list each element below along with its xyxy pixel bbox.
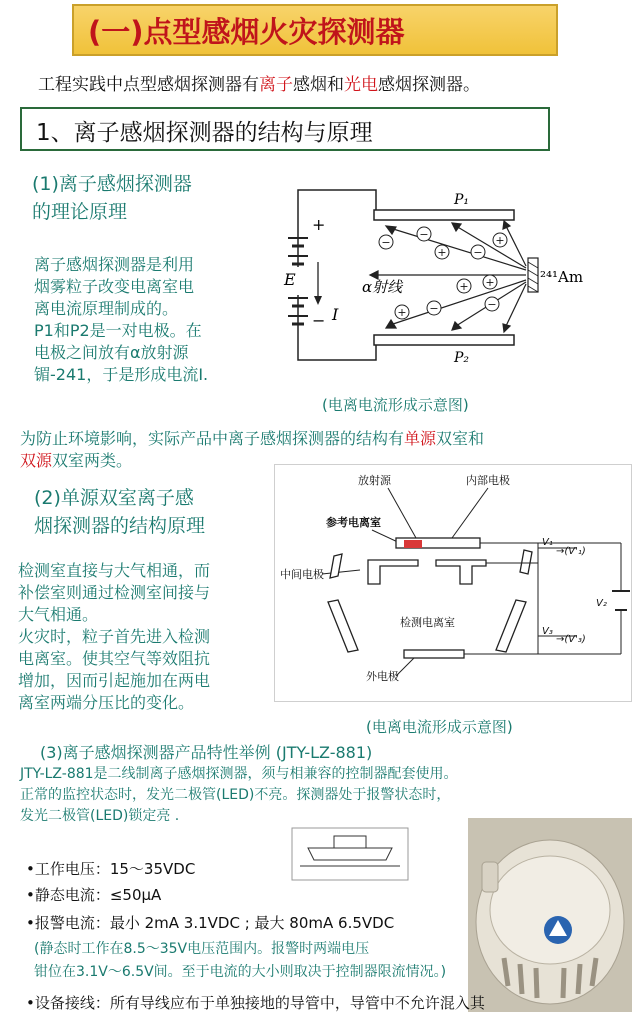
body-line: 烟雾粒子改变电离室电 <box>34 277 195 296</box>
label-ref-chamber: 参考电离室 <box>326 516 381 529</box>
intro-photo: 光电 <box>344 75 378 95</box>
intro-part2: 感烟和 <box>293 75 344 95</box>
sub3-heading: (3)离子感烟探测器产品特性举例 (JTY-LZ-881) <box>40 743 373 762</box>
body-line: 离子感烟探测器是利用 <box>34 255 195 274</box>
body-line: 镅-241，于是形成电流I. <box>34 365 209 384</box>
body-line: 电极之间放有α放射源 <box>34 343 189 362</box>
label-v3-prime: →(V'₃) <box>556 634 586 645</box>
p1-label: P₁ <box>454 192 470 208</box>
body-line: 离室两端分压比的变化。 <box>18 693 195 712</box>
body-line: 增加，因而引起施加在两电 <box>18 671 211 690</box>
spec-static-current: •静态电流：≤50μA <box>26 886 162 904</box>
outer-electrode <box>328 600 526 658</box>
env-note-single: 单源 <box>404 429 437 448</box>
sub1-heading-line: (1)离子感烟探测器 <box>32 173 192 195</box>
body-line: 大气相通。 <box>18 605 99 624</box>
env-note-double: 双源 <box>20 451 53 470</box>
label-outer-electrode: 外电极 <box>366 670 399 683</box>
sub2-heading-line: 烟探测器的结构原理 <box>34 515 206 537</box>
body-line: 检测室直接与大气相通，而 <box>18 561 211 580</box>
svg-text:−: − <box>429 302 439 315</box>
svg-text:+: + <box>437 246 447 259</box>
label-detect-chamber: 检测电离室 <box>400 616 455 629</box>
minus-label: − <box>312 311 326 330</box>
spec-alarm-current: •报警电流：最小 2mA 3.1VDC ; 最大 80mA 6.5VDC <box>26 914 395 932</box>
note-line: 钳位在3.1V～6.5V间。至于电流的大小则取决于控制器限流情况。) <box>34 964 447 980</box>
middle-electrode <box>330 550 532 584</box>
am-label: ²⁴¹Am <box>540 268 584 286</box>
sub2-heading <box>34 484 205 540</box>
diagram1-caption: (电离电流形成示意图) <box>322 396 469 414</box>
env-note-part2: 双室和 <box>436 429 485 448</box>
electrode-p1 <box>374 210 514 220</box>
svg-text:+: + <box>459 280 469 293</box>
label-v1-prime: →(V'₁) <box>556 546 586 557</box>
desc-line: 发光二极管(LED)锁定亮 . <box>20 808 180 824</box>
svg-text:+: + <box>495 234 505 247</box>
plus-label: + <box>312 215 326 234</box>
desc-line: 正常的监控状态时，发光二极管(LED)不亮。探测器处于报警状态时， <box>20 787 451 803</box>
svg-text:−: − <box>381 236 391 249</box>
sub1-heading <box>32 170 192 226</box>
sub2-body <box>18 560 278 714</box>
sub1-heading-line: 的理论原理 <box>32 201 128 223</box>
body-line: 补偿室则通过检测室间接与 <box>18 583 211 602</box>
page-title: (一)点型感烟火灾探测器 <box>88 15 405 49</box>
detector-drawing <box>290 826 410 882</box>
ionization-diagram <box>278 170 608 390</box>
label-v1: V₁ <box>542 537 553 548</box>
body-line: 电离室。使其空气等效阻抗 <box>18 649 211 668</box>
svg-text:−: − <box>473 246 483 259</box>
intro-ion: 离子 <box>259 75 293 95</box>
spec-note <box>34 938 446 984</box>
detector-photo <box>468 818 632 1012</box>
label-source: 放射源 <box>358 474 391 487</box>
spec-wiring: •设备接线：所有导线应布于单独接地的导管中，导管中不允许混入其 <box>26 994 485 1012</box>
emf-label: E <box>284 270 296 289</box>
note-line: (静态时工作在8.5～35V电压范围内。报警时两端电压 <box>34 941 370 957</box>
body-line: 火灾时，粒子首先进入检测 <box>18 627 211 646</box>
svg-text:−: − <box>487 298 497 311</box>
label-v3: V₃ <box>542 626 553 637</box>
env-note-part3: 双室两类。 <box>52 451 133 470</box>
intro-part3: 感烟探测器。 <box>378 75 480 95</box>
label-inner-electrode: 内部电极 <box>466 474 510 487</box>
svg-text:−: − <box>419 228 429 241</box>
dual-chamber-diagram <box>276 466 630 700</box>
ion-symbols <box>379 227 507 319</box>
body-line: 离电流原理制成的。 <box>34 299 179 318</box>
label-v2: V₂ <box>596 598 607 609</box>
label-mid-electrode: 中间电极 <box>280 568 324 581</box>
svg-text:+: + <box>485 276 495 289</box>
alpha-ray-label: α射线 <box>362 278 403 296</box>
electrode-p2 <box>374 335 514 345</box>
env-note-part1: 为防止环境影响，实际产品中离子感烟探测器的结构有 <box>20 429 405 448</box>
section-heading: 1、离子感烟探测器的结构与原理 <box>36 120 373 146</box>
desc-line: JTY-LZ-881是二线制离子感烟探测器，须与相兼容的控制器配套使用。 <box>20 766 458 782</box>
current-label: I <box>332 305 339 324</box>
intro-text <box>38 70 480 95</box>
p2-label: P₂ <box>454 350 470 366</box>
spec-voltage: •工作电压：15～35VDC <box>26 860 196 878</box>
sub1-body <box>34 254 274 386</box>
sub2-heading-line: (2)单源双室离子感 <box>34 487 194 509</box>
intro-part1: 工程实践中点型感烟探测器有 <box>38 75 259 95</box>
body-line: P1和P2是一对电极。在 <box>34 321 202 340</box>
diagram2-caption: (电离电流形成示意图) <box>366 718 513 736</box>
svg-text:+: + <box>397 306 407 319</box>
radiation-source <box>404 540 422 548</box>
